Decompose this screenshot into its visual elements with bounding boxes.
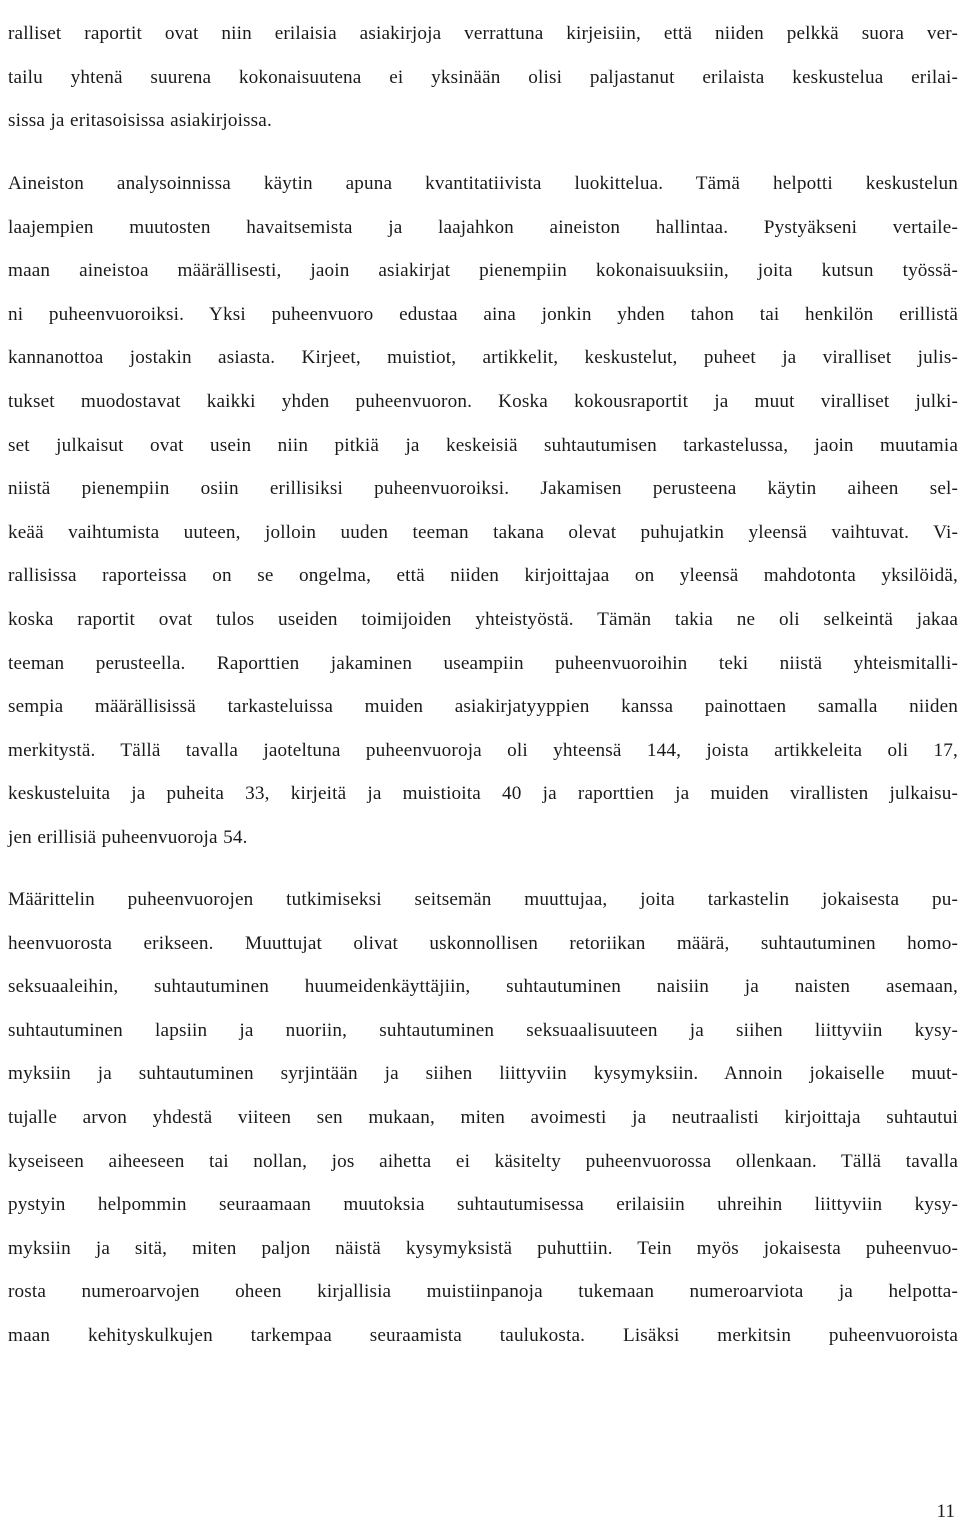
text-line: sissa ja eritasoisissa asiakirjoissa. <box>8 110 272 132</box>
text-line: rosta numeroarvojen oheen kirjallisia muistiinpanoja tukemaan numeroarviota ja helpotta- <box>8 1281 958 1303</box>
text-line: teeman perusteella. Raporttien jakaminen useampiin puheenvuoroihin teki niistä yhteismitalli- <box>8 652 958 674</box>
text-line: laajempien muutosten havaitsemista ja laajahkon aineiston hallintaa. Pystyäkseni vertaile- <box>8 216 958 238</box>
text-line: tujalle arvon yhdestä viiteen sen mukaan, miten avoimesti ja neutraalisti kirjoittaja suhtautui <box>8 1106 958 1128</box>
text-line: seksuaaleihin, suhtautuminen huumeidenkäyttäjiin, suhtautuminen naisiin ja naisten asemaan, <box>8 976 958 998</box>
text-line: keskusteluita ja puheita 33, kirjeitä ja muistioita 40 ja raporttien ja muiden virallisten julkaisu- <box>8 783 958 805</box>
text-line: kannanottoa jostakin asiasta. Kirjeet, muistiot, artikkelit, keskustelut, puheet ja viralliset julis- <box>8 347 958 369</box>
text-line: pystyin helpommin seuraamaan muutoksia suhtautumisessa erilaisiin uhreihin liittyviin kysy- <box>8 1194 958 1216</box>
text-line: myksiin ja sitä, miten paljon näistä kysymyksistä puhuttiin. Tein myös jokaisesta puheenvuo- <box>8 1237 958 1259</box>
text-line: heenvuorosta erikseen. Muuttujat olivat uskonnollisen retoriikan määrä, suhtautuminen homo- <box>8 932 958 954</box>
text-line: jen erillisiä puheenvuoroja 54. <box>8 826 248 848</box>
text-line: niistä pienempiin osiin erillisiksi puheenvuoroiksi. Jakamisen perusteena käytin aiheen sel- <box>8 478 958 500</box>
paragraph-2 <box>8 162 958 860</box>
paragraph-1 <box>8 12 958 143</box>
page-number: 11 <box>936 1501 955 1522</box>
text-line: Määrittelin puheenvuorojen tutkimiseksi seitsemän muuttujaa, joita tarkastelin jokaisesta pu- <box>8 889 958 910</box>
text-line: maan aineistoa määrällisesti, jaoin asiakirjat pienempiin kokonaisuuksiin, joita kutsun työssä- <box>8 260 958 282</box>
text-line: ralliset raportit ovat niin erilaisia asiakirjoja verrattuna kirjeisiin, että niiden pelkkä suora ver- <box>8 23 958 44</box>
text-line: ni puheenvuoroiksi. Yksi puheenvuoro edustaa aina jonkin yhden tahon tai henkilön erillistä <box>8 303 958 325</box>
text-line: set julkaisut ovat usein niin pitkiä ja keskeisiä suhtautumisen tarkastelussa, jaoin muutamia <box>8 434 958 456</box>
text-line: kyseiseen aiheeseen tai nollan, jos aihetta ei käsitelty puheenvuorossa ollenkaan. Tällä tavalla <box>8 1150 958 1172</box>
text-line: keää vaihtumista uuteen, jolloin uuden teeman takana olevat puhujatkin yleensä vaihtuvat. Vi- <box>8 521 958 543</box>
text-line: rallisissa raporteissa on se ongelma, että niiden kirjoittajaa on yleensä mahdotonta yksilöidä, <box>8 565 958 587</box>
text-line: suhtautuminen lapsiin ja nuoriin, suhtautuminen seksuaalisuuteen ja siihen liittyviin kysy- <box>8 1019 958 1041</box>
text-line: maan kehityskulkujen tarkempaa seuraamista taulukosta. Lisäksi merkitsin puheenvuoroista <box>8 1324 958 1346</box>
document-page <box>8 0 958 1537</box>
text-line: tailu yhtenä suurena kokonaisuutena ei yksinään olisi paljastanut erilaista keskustelua erilai- <box>8 66 958 88</box>
text-line: myksiin ja suhtautuminen syrjintään ja siihen liittyviin kysymyksiin. Annoin jokaiselle muut- <box>8 1063 958 1085</box>
text-line: tukset muodostavat kaikki yhden puheenvuoron. Koska kokousraportit ja muut viralliset julki- <box>8 390 958 412</box>
text-line: merkitystä. Tällä tavalla jaoteltuna puheenvuoroja oli yhteensä 144, joista artikkeleita oli 17, <box>8 739 958 761</box>
text-line: koska raportit ovat tulos useiden toimijoiden yhteistyöstä. Tämän takia ne oli selkeintä jakaa <box>8 608 958 630</box>
paragraph-3 <box>8 878 958 1358</box>
text-line: sempia määrällisissä tarkasteluissa muiden asiakirjatyyppien kanssa painottaen samalla niiden <box>8 696 958 718</box>
text-line: Aineiston analysoinnissa käytin apuna kvantitatiivista luokittelua. Tämä helpotti keskustelun <box>8 173 958 194</box>
